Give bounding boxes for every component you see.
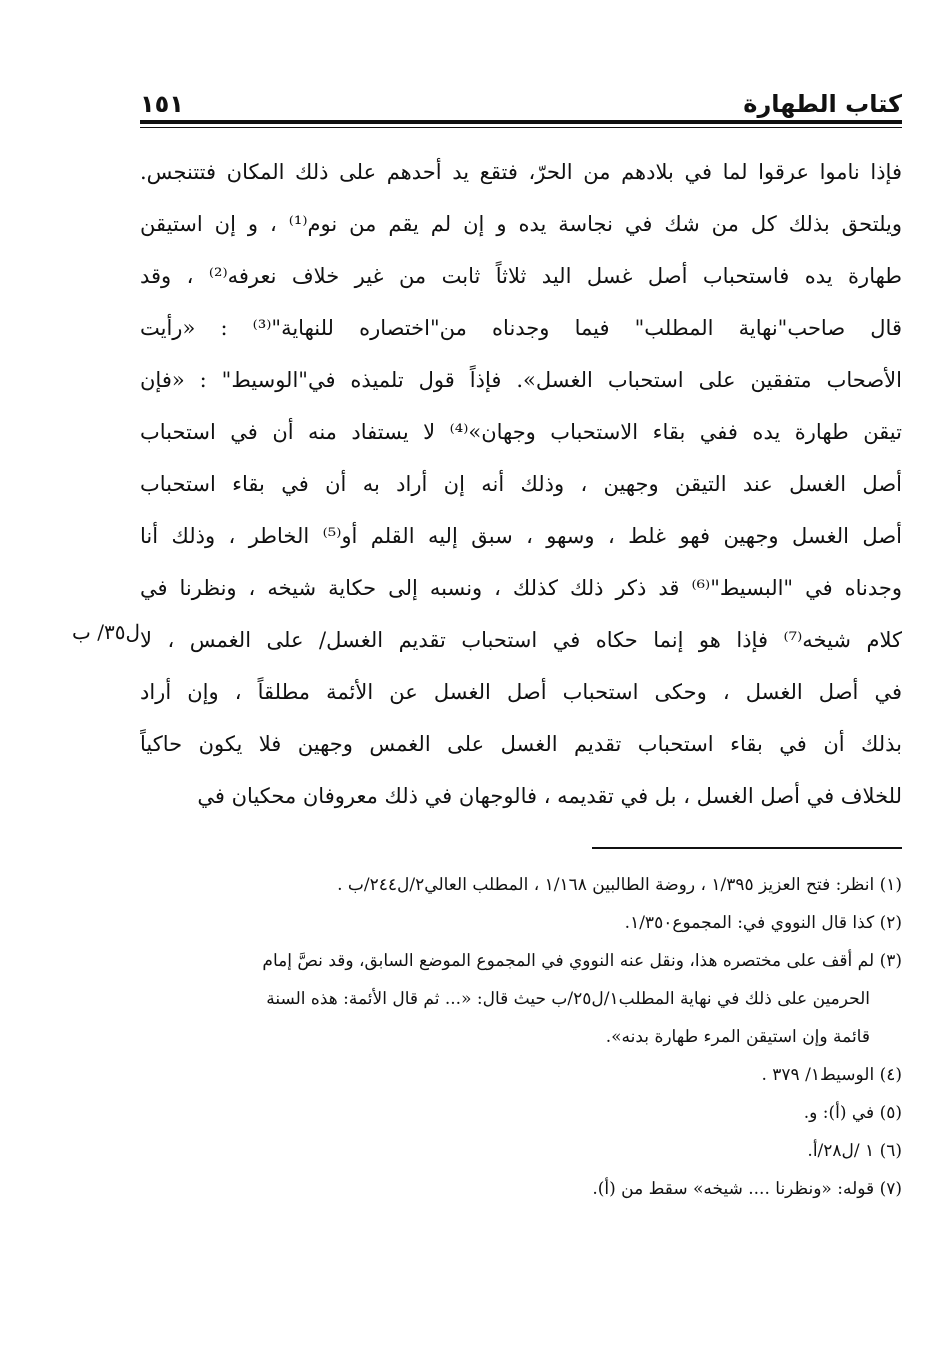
text-line: أصل الغسل عند التيقن وجهين ، وذلك أنه إن أراد به أن في بقاء استحباب	[140, 472, 902, 496]
header-rule-thick	[140, 120, 902, 124]
footnote-3-continued: قائمة وإن استيقن المرء طهارة بدنه».	[605, 1027, 870, 1047]
text-line: أصل الغسل وجهين فهو غلط ، وسهو ، سبق إليه القلم أو⁽⁵⁾ الخاطر ، وذلك أنا	[140, 524, 902, 548]
text-line: قال صاحب"نهاية المطلب" فيما وجدناه من"اختصاره للنهاية"⁽³⁾ : «رأيت	[140, 316, 902, 340]
text-line: وجدناه في "البسيط"⁽⁶⁾ قد ذكر ذلك كذلك ، ونسبه إلى حكاية شيخه ، ونظرنا في	[140, 576, 902, 600]
margin-folio-note: ل٣٥/ ب	[72, 620, 140, 644]
main-text	[140, 146, 902, 822]
footnote-2: (٢) كذا قال النووي في: المجموع١/٣٥٠.	[624, 913, 902, 933]
footnote-3: (٣) لم أقف على مختصره هذا، ونقل عنه النووي في المجموع الموضع السابق، وقد نصَّ إمام	[262, 951, 902, 971]
footnote-3-continued: الحرمين على ذلك في نهاية المطلب١/ل٢٥/ب حيث قال: «... ثم قال الأئمة: هذه السنة	[266, 989, 870, 1009]
page-number: ١٥١	[140, 90, 184, 118]
header-rule-thin	[140, 127, 902, 128]
text-line: في أصل الغسل ، وحكى استحباب أصل الغسل عن الأئمة مطلقاً ، وإن أراد	[140, 680, 902, 704]
text-line: تيقن طهارة يده ففي بقاء الاستحباب وجهان»⁽⁴⁾ لا يستفاد منه أن في استحباب	[140, 420, 902, 444]
footnote-5: (٥) في (أ): و.	[803, 1103, 902, 1123]
running-title: كتاب الطهارة	[743, 90, 902, 118]
footnote-1: (١) انظر: فتح العزيز ١/٣٩٥ ، روضة الطالبين ١/١٦٨ ، المطلب العالي٢/ل٢٤٤/ب .	[337, 875, 902, 895]
footnote-4: (٤) الوسيط١/ ٣٧٩ .	[761, 1065, 902, 1085]
text-line: كلام شيخه⁽⁷⁾ فإذا هو إنما حكاه في استحباب تقديم الغسل/ على الغمس ، لا	[140, 628, 902, 652]
text-line: ويلتحق بذلك كل من شك في نجاسة يده و إن لم يقم من نوم⁽¹⁾ ، و إن استيقن	[140, 212, 902, 236]
footnote-7: (٧) قوله: «ونظرنا .... شيخه» سقط من (أ).	[592, 1179, 902, 1199]
page-header	[140, 84, 902, 118]
footnote-separator	[592, 847, 902, 849]
text-line: للخلاف في أصل الغسل ، بل في تقديمه ، فالوجهان في ذلك معروفان محكيان في	[197, 784, 902, 808]
text-line: الأصحاب متفقين على استحباب الغسل». فإذاً قول تلميذه في"الوسيط" : «فإن	[140, 368, 902, 392]
footnotes	[140, 866, 902, 1208]
footnote-6: (٦) ١ /ل٢٨/أ.	[807, 1141, 902, 1161]
text-line: فإذا ناموا عرقوا لما في بلادهم من الحرّ، فتقع يد أحدهم على ذلك المكان فتتنجس.	[140, 160, 902, 184]
text-line: طهارة يده فاستحباب أصل غسل اليد ثلاثاً ثابت من غير خلاف نعرفه⁽²⁾ ، وقد	[140, 264, 902, 288]
text-line: بذلك أن في بقاء استحباب تقديم الغسل على الغمس وجهين فلا يكون حاكياً	[140, 732, 902, 756]
